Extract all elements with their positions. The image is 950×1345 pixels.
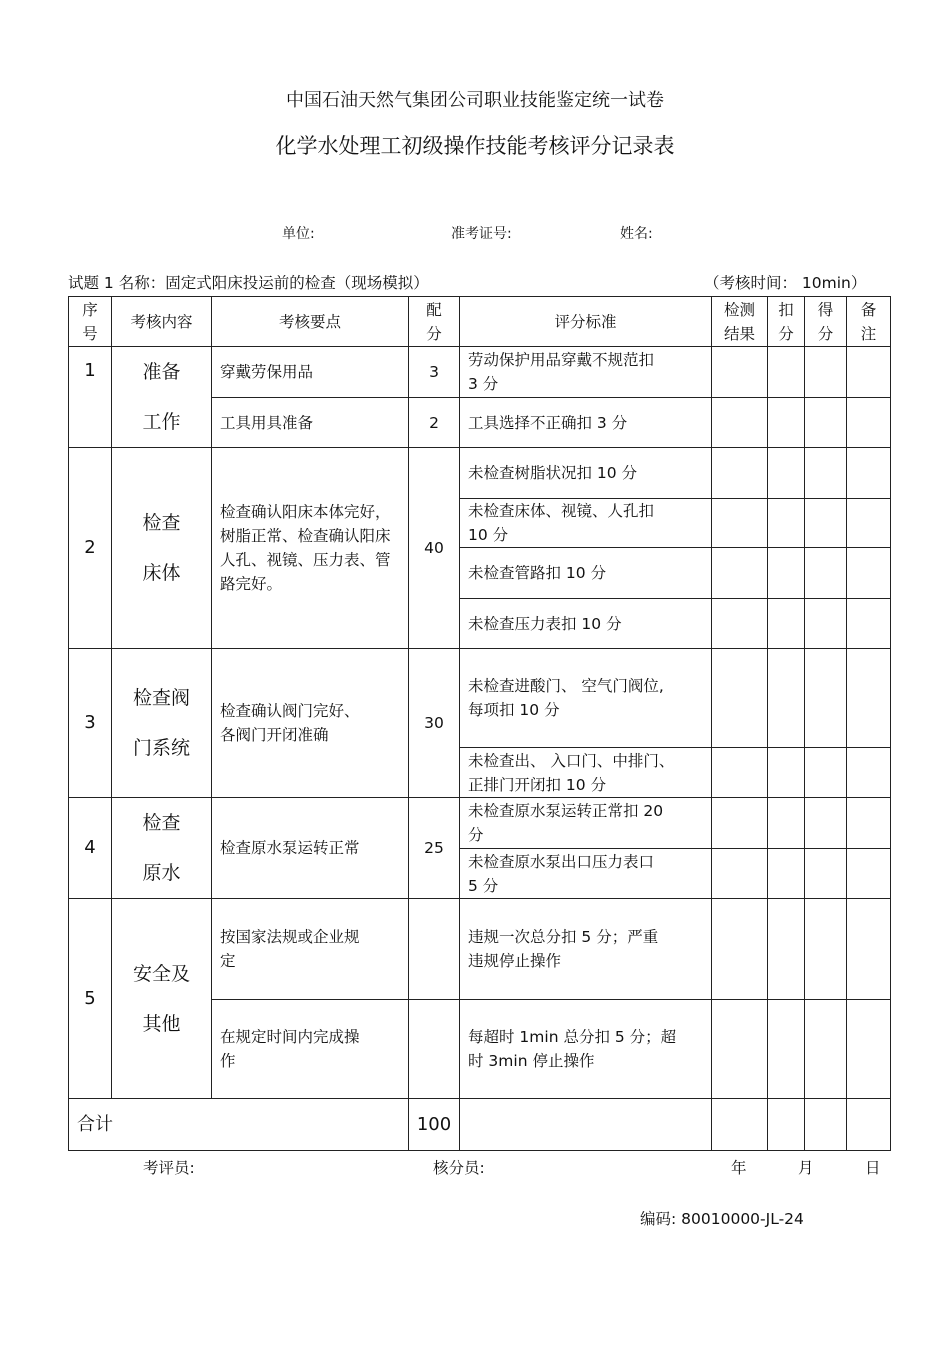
got-cell[interactable]	[805, 499, 847, 548]
table-row	[69, 448, 891, 499]
exam-time: （考核时间： 10min）	[704, 274, 867, 292]
got-cell[interactable]	[805, 849, 847, 899]
header-got: 得 分	[805, 297, 847, 347]
remark-cell[interactable]	[847, 899, 891, 1000]
row-criteria: 未检查原水泵出口压力表口 5 分	[460, 849, 712, 899]
deduct-cell[interactable]	[768, 398, 805, 448]
row-criteria: 未检查树脂状况扣 10 分	[460, 448, 712, 499]
remark-cell[interactable]	[847, 649, 891, 748]
scorer-label: 核分员:	[433, 1159, 485, 1177]
result-cell[interactable]	[712, 849, 768, 899]
row-criteria: 未检查压力表扣 10 分	[460, 599, 712, 649]
got-cell[interactable]	[805, 599, 847, 649]
remark-cell[interactable]	[847, 599, 891, 649]
row-point: 检查确认阀门完好、 各阀门开闭准确	[212, 649, 409, 798]
row-point: 工具用具准备	[212, 398, 409, 448]
header-seq: 序 号	[69, 297, 112, 347]
result-cell[interactable]	[712, 1000, 768, 1099]
deduct-cell[interactable]	[768, 849, 805, 899]
deduct-cell[interactable]	[768, 599, 805, 649]
examiner-label: 考评员:	[143, 1159, 195, 1177]
result-cell[interactable]	[712, 499, 768, 548]
row-seq: 1	[69, 347, 112, 448]
total-row	[69, 1099, 891, 1151]
form-title: 化学水处理工初级操作技能考核评分记录表	[275, 134, 675, 158]
scoring-table	[68, 296, 891, 1151]
header-row	[69, 297, 891, 347]
remark-cell[interactable]	[847, 448, 891, 499]
exam-no-label: 准考证号:	[451, 226, 512, 242]
row-criteria: 未检查管路扣 10 分	[460, 548, 712, 599]
remark-cell[interactable]	[847, 347, 891, 398]
row-point: 检查确认阳床本体完好，树脂正常、检查确认阳床人孔、视镜、压力表、管路完好。	[212, 448, 409, 649]
row-criteria: 未检查出、 入口门、中排门、 正排门开闭扣 10 分	[460, 748, 712, 798]
remark-cell[interactable]	[847, 748, 891, 798]
row-score: 25	[409, 798, 460, 899]
row-content: 检查 床体	[112, 448, 212, 649]
day-label: 日	[865, 1159, 881, 1177]
got-cell[interactable]	[805, 347, 847, 398]
month-label: 月	[798, 1159, 814, 1177]
row-criteria: 未检查进酸门、 空气门阀位, 每项扣 10 分	[460, 649, 712, 748]
got-cell[interactable]	[805, 548, 847, 599]
row-criteria: 未检查原水泵运转正常扣 20 分	[460, 798, 712, 849]
got-cell[interactable]	[805, 1000, 847, 1099]
row-criteria: 劳动保护用品穿戴不规范扣 3 分	[460, 347, 712, 398]
row-score: 40	[409, 448, 460, 649]
remark-cell[interactable]	[847, 499, 891, 548]
row-content: 检查 原水	[112, 798, 212, 899]
result-cell[interactable]	[712, 748, 768, 798]
got-cell[interactable]	[805, 448, 847, 499]
total-criteria-cell	[460, 1099, 712, 1151]
row-criteria: 违规一次总分扣 5 分；严重 违规停止操作	[460, 899, 712, 1000]
header-content: 考核内容	[112, 297, 212, 347]
row-point: 在规定时间内完成操 作	[212, 1000, 409, 1099]
remark-cell[interactable]	[847, 398, 891, 448]
remark-cell[interactable]	[847, 1099, 891, 1151]
table-row	[69, 649, 891, 748]
deduct-cell[interactable]	[768, 798, 805, 849]
row-content: 准备 工作	[112, 347, 212, 448]
deduct-cell[interactable]	[768, 748, 805, 798]
total-score: 100	[409, 1099, 460, 1151]
year-label: 年	[731, 1159, 747, 1177]
row-point: 穿戴劳保用品	[212, 347, 409, 398]
row-seq: 2	[69, 448, 112, 649]
deduct-cell[interactable]	[768, 548, 805, 599]
result-cell[interactable]	[712, 548, 768, 599]
result-cell[interactable]	[712, 1099, 768, 1151]
table-row	[69, 798, 891, 849]
got-cell[interactable]	[805, 649, 847, 748]
row-score	[409, 899, 460, 1000]
table-row	[69, 899, 891, 1000]
deduct-cell[interactable]	[768, 649, 805, 748]
form-code: 编码: 80010000-JL-24	[640, 1210, 804, 1228]
result-cell[interactable]	[712, 899, 768, 1000]
header-score: 配 分	[409, 297, 460, 347]
unit-label: 单位:	[282, 226, 315, 242]
got-cell[interactable]	[805, 1099, 847, 1151]
got-cell[interactable]	[805, 398, 847, 448]
result-cell[interactable]	[712, 398, 768, 448]
remark-cell[interactable]	[847, 1000, 891, 1099]
name-label: 姓名:	[620, 226, 653, 242]
row-score: 30	[409, 649, 460, 798]
got-cell[interactable]	[805, 748, 847, 798]
row-point: 按国家法规或企业规 定	[212, 899, 409, 1000]
row-criteria: 每超时 1min 总分扣 5 分；超 时 3min 停止操作	[460, 1000, 712, 1099]
remark-cell[interactable]	[847, 849, 891, 899]
result-cell[interactable]	[712, 347, 768, 398]
header-result: 检测 结果	[712, 297, 768, 347]
deduct-cell[interactable]	[768, 347, 805, 398]
header-deduct: 扣 分	[768, 297, 805, 347]
org-title: 中国石油天然气集团公司职业技能鉴定统一试卷	[286, 90, 664, 111]
deduct-cell[interactable]	[768, 1000, 805, 1099]
got-cell[interactable]	[805, 798, 847, 849]
result-cell[interactable]	[712, 599, 768, 649]
deduct-cell[interactable]	[768, 448, 805, 499]
result-cell[interactable]	[712, 448, 768, 499]
result-cell[interactable]	[712, 798, 768, 849]
row-content: 检查阀 门系统	[112, 649, 212, 798]
row-score: 3	[409, 347, 460, 398]
header-points: 考核要点	[212, 297, 409, 347]
row-seq: 4	[69, 798, 112, 899]
total-label: 合计	[69, 1099, 409, 1151]
question-title: 试题 1 名称：固定式阳床投运前的检查（现场模拟）	[68, 274, 429, 292]
row-seq: 5	[69, 899, 112, 1099]
row-criteria: 未检查床体、视镜、人孔扣 10 分	[460, 499, 712, 548]
deduct-cell[interactable]	[768, 1099, 805, 1151]
row-point: 检查原水泵运转正常	[212, 798, 409, 899]
deduct-cell[interactable]	[768, 499, 805, 548]
row-criteria: 工具选择不正确扣 3 分	[460, 398, 712, 448]
remark-cell[interactable]	[847, 548, 891, 599]
got-cell[interactable]	[805, 899, 847, 1000]
row-score	[409, 1000, 460, 1099]
header-criteria: 评分标准	[460, 297, 712, 347]
row-content: 安全及 其他	[112, 899, 212, 1099]
result-cell[interactable]	[712, 649, 768, 748]
header-remark: 备 注	[847, 297, 891, 347]
deduct-cell[interactable]	[768, 899, 805, 1000]
table-row	[69, 347, 891, 398]
remark-cell[interactable]	[847, 798, 891, 849]
row-score: 2	[409, 398, 460, 448]
row-seq: 3	[69, 649, 112, 798]
